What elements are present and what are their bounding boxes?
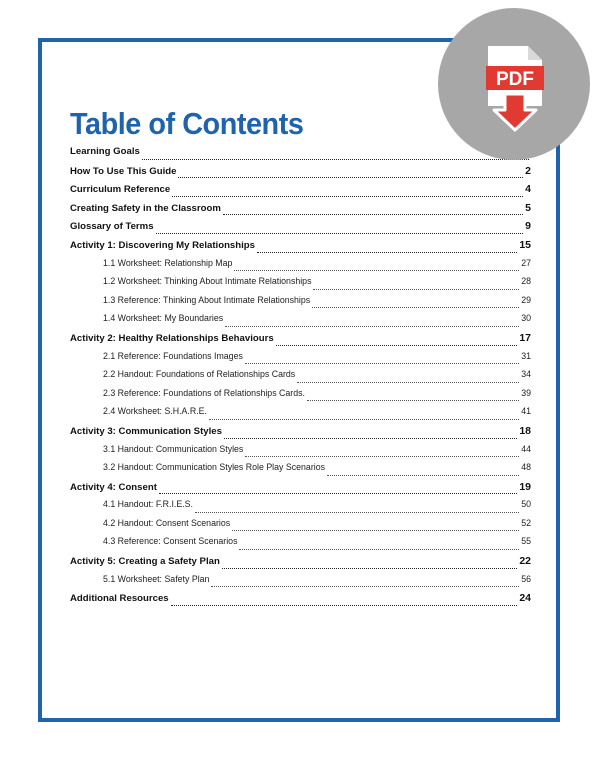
toc-subentry[interactable] [70, 313, 531, 332]
toc-page-number: 15 [519, 238, 531, 251]
dot-leader [276, 345, 518, 346]
toc-entry[interactable] [70, 481, 531, 500]
toc-page-number: 44 [521, 443, 531, 454]
toc-subentry[interactable] [70, 295, 531, 314]
dot-leader [239, 549, 519, 550]
toc-entry-label: 2.1 Reference: Foundations Images [103, 350, 243, 361]
toc-page-number: 2 [525, 164, 531, 177]
toc-subentry[interactable] [70, 574, 531, 593]
toc-entry[interactable] [70, 183, 531, 202]
toc-page-number: 28 [521, 276, 531, 287]
toc-page-number: 48 [521, 462, 531, 473]
dot-leader [245, 363, 519, 364]
dot-leader [307, 400, 519, 401]
dot-leader [156, 233, 524, 234]
toc-subentry[interactable] [70, 518, 531, 537]
toc-page-number: 22 [519, 555, 531, 568]
dot-leader [297, 382, 519, 383]
toc-subentry[interactable] [70, 499, 531, 518]
dot-leader [245, 456, 519, 457]
toc-entry[interactable] [70, 220, 531, 239]
dot-leader [234, 270, 519, 271]
pdf-download-icon[interactable] [486, 44, 544, 132]
toc-page-number: 29 [521, 294, 531, 305]
toc-page-number: 56 [521, 573, 531, 584]
dot-leader [195, 512, 519, 513]
dot-leader [225, 326, 519, 327]
toc-subentry[interactable] [70, 258, 531, 277]
toc-subentry[interactable] [70, 388, 531, 407]
toc-subentry[interactable] [70, 369, 531, 388]
toc-subentry[interactable] [70, 351, 531, 370]
page-title: Table of Contents [70, 106, 304, 141]
toc-entry[interactable] [70, 555, 531, 574]
toc-page-number: 52 [521, 517, 531, 528]
toc-entry[interactable] [70, 165, 531, 184]
dot-leader [171, 605, 518, 606]
dot-leader [327, 475, 519, 476]
toc-subentry[interactable] [70, 462, 531, 481]
dot-leader [142, 159, 529, 160]
toc-entry-label: 3.1 Handout: Communication Styles [103, 443, 244, 454]
toc-page-number: 30 [521, 313, 531, 324]
toc-page-number: 31 [521, 350, 531, 361]
toc-page-number: 9 [525, 220, 531, 233]
dot-leader [222, 568, 517, 569]
pdf-label: PDF [496, 69, 534, 90]
toc-entry-label: 3.2 Handout: Communication Styles Role Play Scenarios [103, 462, 325, 473]
toc-entry-label: Learning Goals [70, 146, 140, 157]
toc-entry[interactable] [70, 592, 531, 611]
toc-entry-label: Activity 1: Discovering My Relationships [70, 239, 255, 251]
dot-leader [223, 214, 523, 215]
dot-leader [313, 289, 519, 290]
toc-entry-label: Glossary of Terms [70, 221, 154, 233]
toc-page-number: 41 [521, 406, 531, 417]
toc-entry-label: 2.3 Reference: Foundations of Relationships Cards. [103, 387, 305, 398]
toc-subentry[interactable] [70, 444, 531, 463]
toc-entry[interactable] [70, 146, 531, 165]
toc-entry-label: 4.2 Handout: Consent Scenarios [103, 517, 231, 528]
toc-list [70, 146, 531, 611]
toc-page-number: 55 [521, 536, 531, 547]
toc-entry[interactable] [70, 202, 531, 221]
dot-leader [211, 586, 519, 587]
dot-leader [224, 438, 517, 439]
toc-entry-label: Activity 2: Healthy Relationships Behaviours [70, 332, 274, 344]
dot-leader [172, 196, 523, 197]
dot-leader [159, 493, 517, 494]
toc-page-number: 24 [519, 592, 531, 605]
toc-entry-label: 1.3 Reference: Thinking About Intimate Relationships [103, 294, 311, 305]
toc-page-number: 5 [525, 201, 531, 214]
toc-page-number: 4 [525, 183, 531, 196]
toc-entry-label: 1.2 Worksheet: Thinking About Intimate Relationships [103, 276, 312, 287]
toc-entry-label: 2.2 Handout: Foundations of Relationships Cards [103, 369, 296, 380]
toc-entry[interactable] [70, 332, 531, 351]
toc-entry-label: 1.4 Worksheet: My Boundaries [103, 313, 224, 324]
toc-entry-label: 4.1 Handout: F.R.I.E.S. [103, 499, 193, 510]
toc-page-number: 19 [519, 480, 531, 493]
toc-entry-label: Additional Resources [70, 593, 169, 605]
toc-entry[interactable] [70, 239, 531, 258]
toc-entry[interactable] [70, 425, 531, 444]
toc-page-number: 18 [519, 424, 531, 437]
toc-page-number: 39 [521, 387, 531, 398]
toc-entry-label: Activity 5: Creating a Safety Plan [70, 556, 220, 568]
toc-subentry[interactable] [70, 406, 531, 425]
dot-leader [232, 530, 519, 531]
toc-page-number: 34 [521, 369, 531, 380]
toc-entry-label: Activity 4: Consent [70, 481, 157, 493]
dot-leader [257, 252, 517, 253]
toc-entry-label: 1.1 Worksheet: Relationship Map [103, 257, 233, 268]
toc-entry-label: 5.1 Worksheet: Safety Plan [103, 573, 210, 584]
dot-leader [209, 419, 519, 420]
toc-page-number: 50 [521, 499, 531, 510]
toc-subentry[interactable] [70, 536, 531, 555]
toc-page-number: 17 [519, 331, 531, 344]
toc-entry-label: 4.3 Reference: Consent Scenarios [103, 536, 238, 547]
toc-entry-label: Curriculum Reference [70, 184, 171, 196]
toc-subentry[interactable] [70, 276, 531, 295]
toc-entry-label: 2.4 Worksheet: S.H.A.R.E. [103, 406, 207, 417]
toc-entry-label: How To Use This Guide [70, 165, 177, 177]
dot-leader [178, 177, 523, 178]
toc-entry-label: Activity 3: Communication Styles [70, 425, 222, 437]
toc-page-number: 27 [521, 257, 531, 268]
toc-entry-label: Creating Safety in the Classroom [70, 202, 221, 214]
dot-leader [312, 307, 519, 308]
